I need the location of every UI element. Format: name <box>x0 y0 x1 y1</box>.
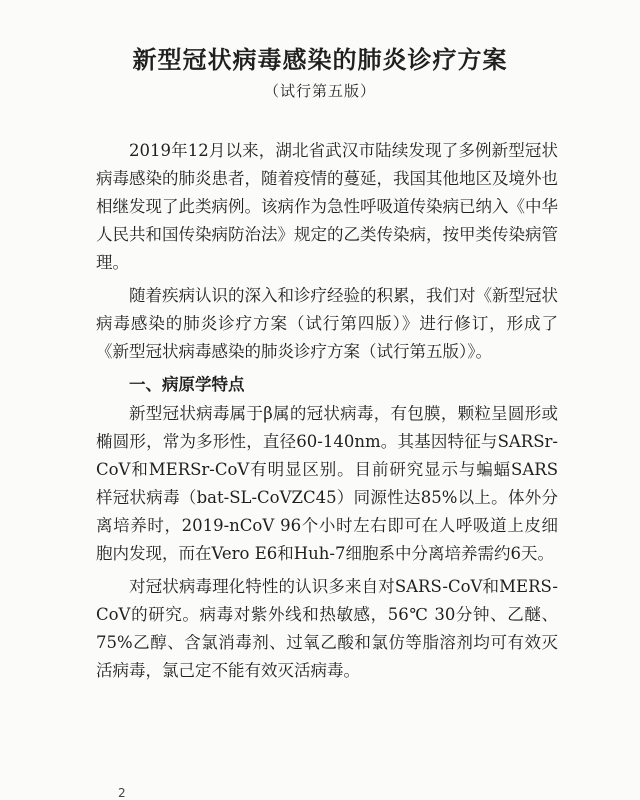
page-number: 2 <box>118 786 126 800</box>
document-subtitle: （试行第五版） <box>263 82 376 100</box>
document-title: 新型冠状病毒感染的肺炎诊疗方案 <box>132 46 508 74</box>
document-body <box>96 137 558 690</box>
section-heading: 一、病原学特点 <box>129 375 245 394</box>
intro-paragraph-2: 随着疾病认识的深入和诊疗经验的积累，我们对《新型冠状病毒感染的肺炎诊疗方案（试行第四版）》进行修订，形成了《新型冠状病毒感染的肺炎诊疗方案（试行第五版）》。 <box>96 286 558 361</box>
section-paragraph-2: 对冠状病毒理化特性的认识多来自对SARS-CoV和MERS-CoV的研究。病毒对紫外线和热敏感，56℃ 30分钟、乙醚、75%乙醇、含氯消毒剂、过氧乙酸和氯仿等脂溶剂均可有效灭活病毒，氯己定不能有效灭活病毒。 <box>96 577 558 680</box>
section-paragraph-1: 新型冠状病毒属于β属的冠状病毒，有包膜，颗粒呈圆形或椭圆形，常为多形性，直径60-140nm。其基因特征与SARSr-CoV和MERSr-CoV有明显区别。目前研究显示与蝙蝠SARS样冠状病毒（bat-SL-CoVZC45）同源性达85%以上。体外分离培养时，2019-nCoV 96个小时左右即可在人呼吸道上皮细胞内发现，而在Vero E6和Huh-7细胞系中分离培养需约6天。 <box>96 404 558 563</box>
intro-paragraph-1: 2019年12月以来，湖北省武汉市陆续发现了多例新型冠状病毒感染的肺炎患者，随着疫情的蔓延，我国其他地区及境外也相继发现了此类病例。该病作为急性呼吸道传染病已纳入《中华人民共和国传染病防治法》规定的乙类传染病，按甲类传染病管理。 <box>96 141 558 272</box>
